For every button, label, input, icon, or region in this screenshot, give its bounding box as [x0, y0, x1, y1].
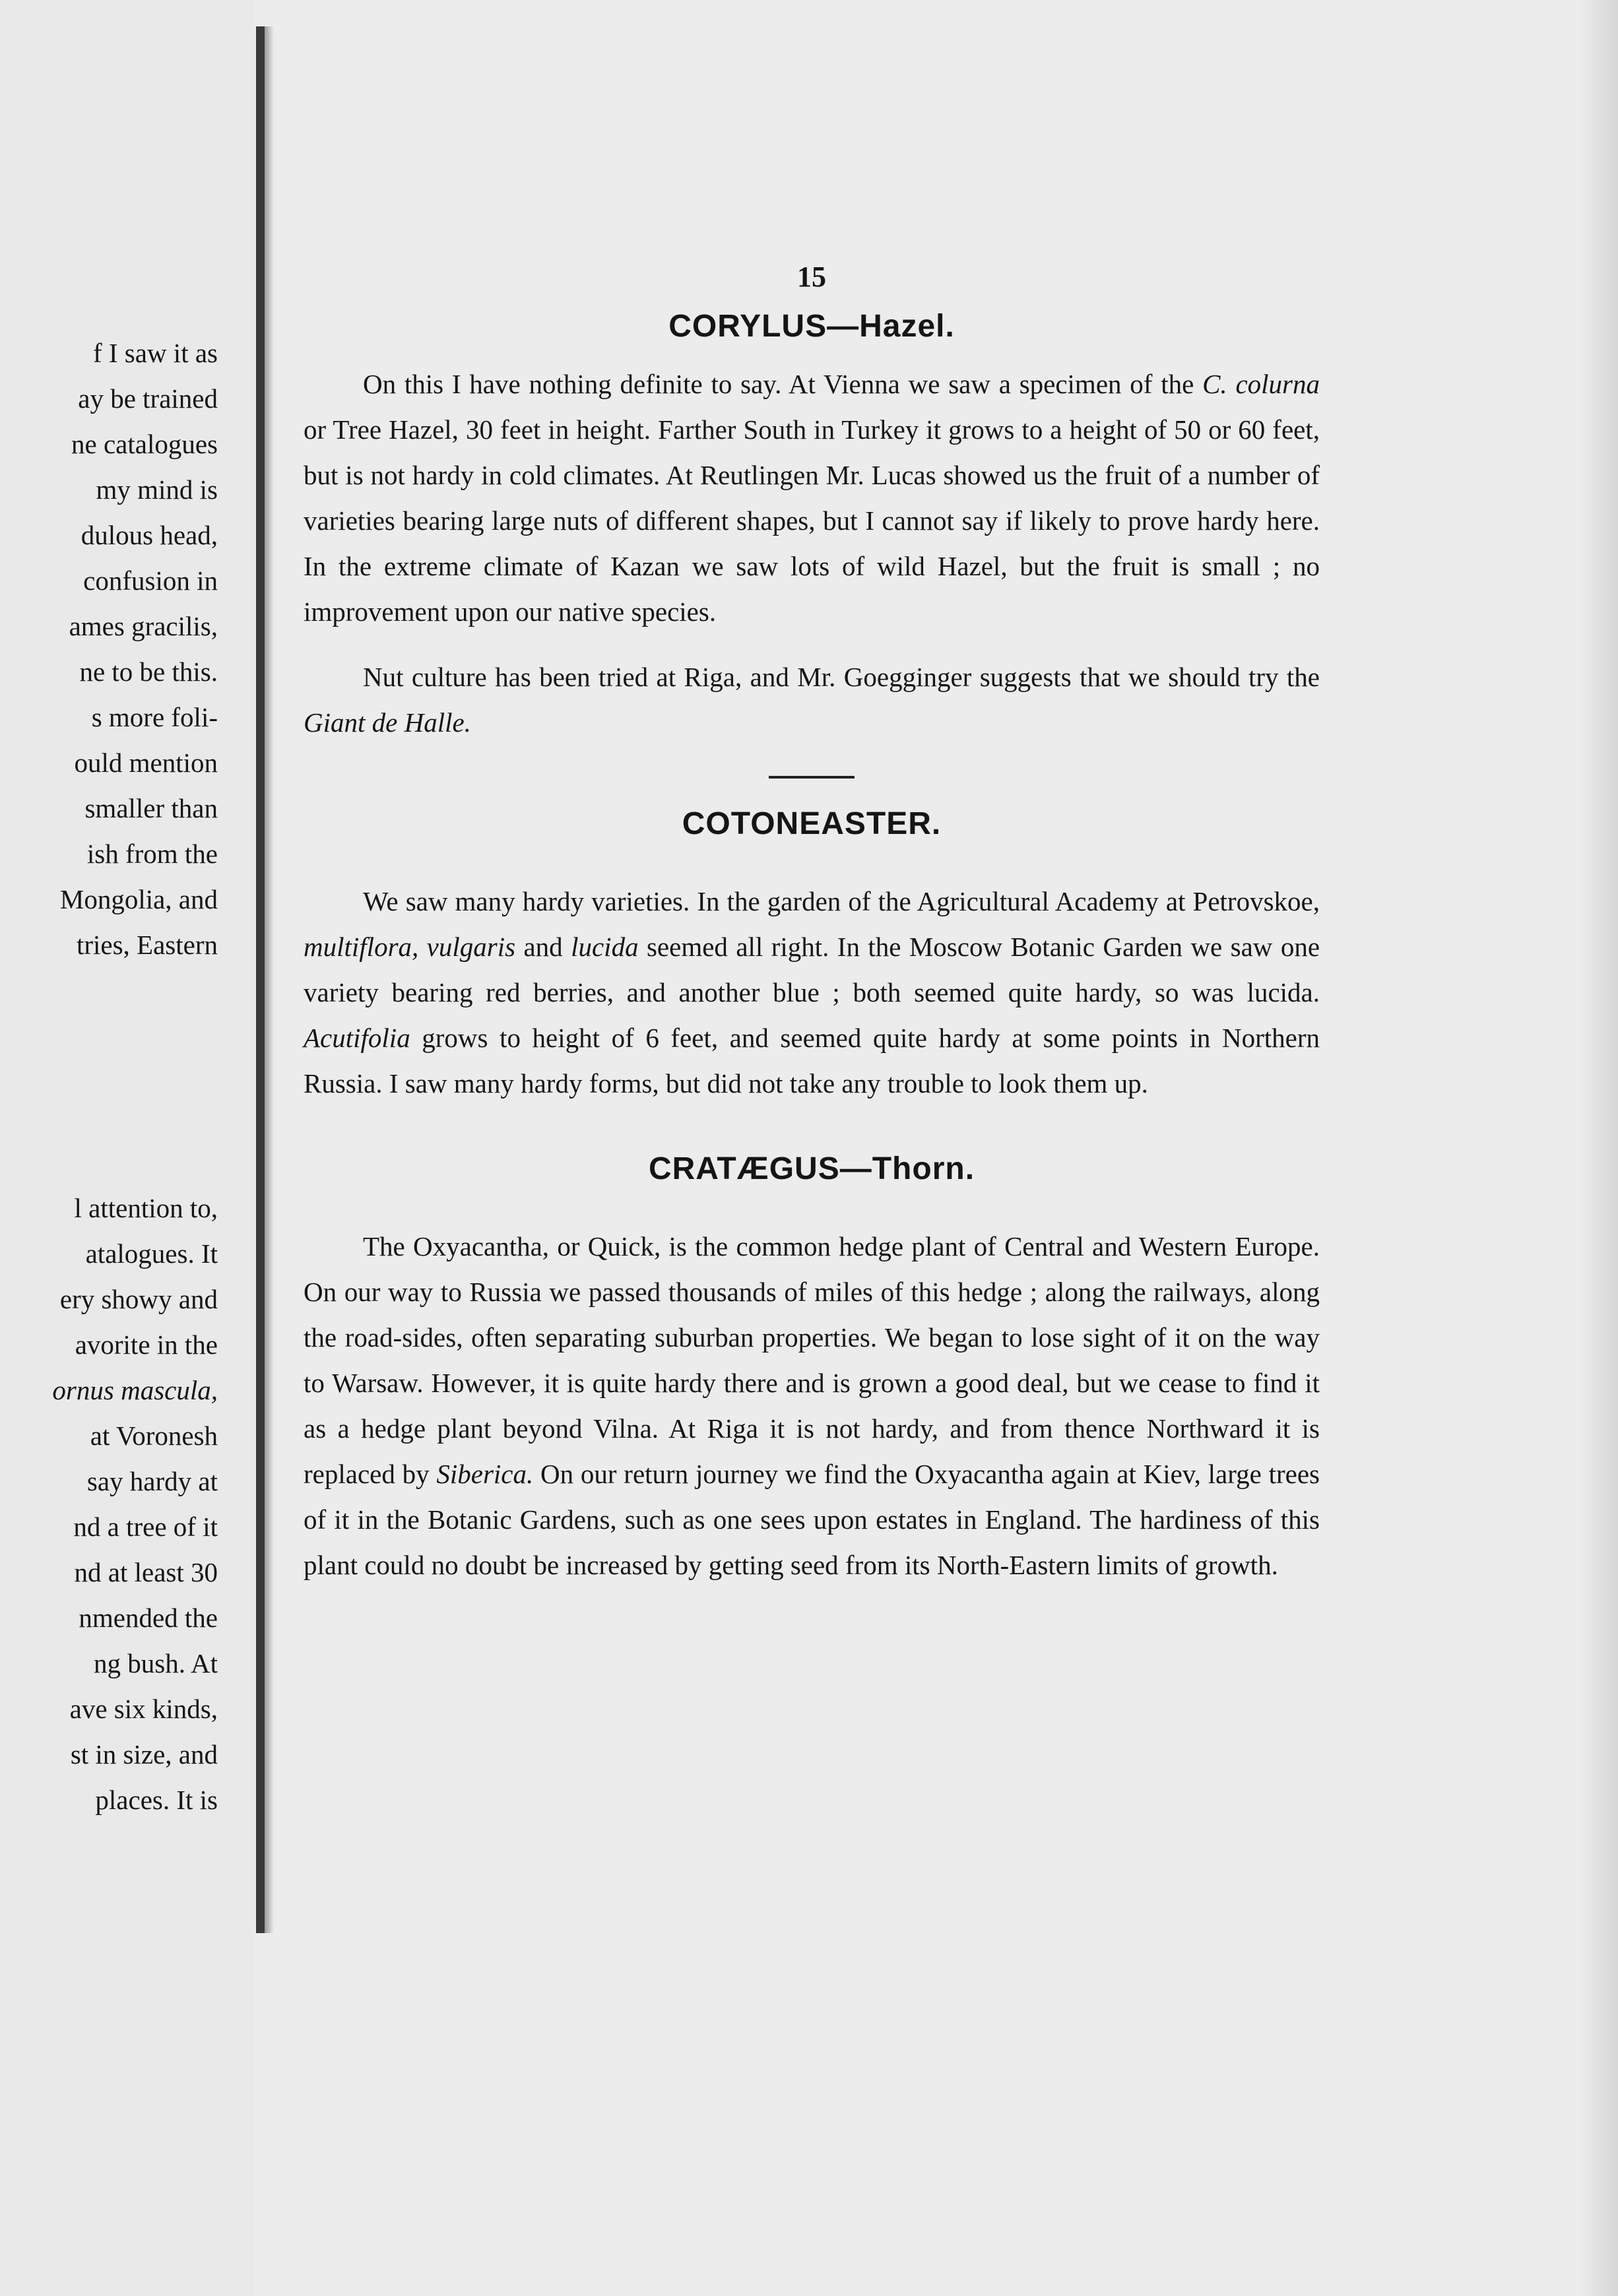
page-gutter-line	[256, 26, 265, 1933]
left-page-line: dulous head,	[81, 520, 218, 550]
left-page-line: ne to be this.	[79, 656, 218, 687]
left-page-line: f I saw it as	[92, 338, 218, 368]
heading-corylus: CORYLUS—Hazel.	[668, 309, 955, 344]
left-page-line: say hardy at	[86, 1466, 218, 1496]
gutter-shadow	[265, 26, 274, 1933]
left-page-line: smaller than	[84, 793, 218, 823]
main-page	[304, 257, 1320, 1588]
heading-cotoneaster: COTONEASTER.	[682, 806, 942, 841]
left-page-line: nd at least 30	[74, 1557, 218, 1587]
italic-acutifolia: Acutifolia	[304, 1023, 410, 1053]
italic-lucida: lucida	[571, 932, 639, 962]
left-page-line: ay be trained	[78, 383, 218, 414]
italic-c-colurna: C. colurna	[1202, 369, 1320, 399]
left-page-line: ng bush. At	[94, 1648, 218, 1678]
left-page-line: at Voronesh	[90, 1420, 218, 1451]
left-page-line: st in size, and	[70, 1739, 218, 1770]
paragraph-crataegus-1: The Oxyacantha, or Quick, is the common hedge plant of Central and Western Europe. On our way to Russia we passed thousands of miles of this hedge ; along the railways, along the road-sides, often separating suburban properties. We began to lose sight of it on the way to Warsaw. However, it is quite hardy there and is grown a good deal, but we cease to find it as a hedge plant beyond Vilna. At Riga it is not hardy, and from thence Northward it is replaced by Siberica. On our return journey we find the Oxyacantha again at Kiev, large trees of it in the Botanic Gardens, such as one sees upon estates in England. The hardiness of this plant could no doubt be increased by getting seed from its North-Eastern limits of growth.	[304, 1231, 1320, 1580]
left-page-line: avorite in the	[75, 1329, 218, 1360]
left-page-line: ould mention	[74, 748, 218, 778]
left-page-fragment	[0, 0, 254, 2296]
left-page-line: atalogues. It	[85, 1238, 218, 1269]
left-page-line: ery showy and	[59, 1284, 218, 1314]
left-page-line: confusion in	[83, 565, 218, 596]
paragraph-corylus-1: On this I have nothing definite to say. At Vienna we saw a specimen of the C. colurna or Tree Hazel, 30 feet in height. Farther South in Turkey it grows to a height of 50 or 60 feet, but is not hardy in cold climates. At Reutlingen Mr. Lucas showed us the fruit of a number of varieties bearing large nuts of different shapes, but I cannot say if likely to prove hardy here. In the extreme climate of Kazan we saw lots of wild Hazel, but the fruit is small ; no improvement upon our native species.	[304, 369, 1320, 627]
right-page-edge	[1578, 0, 1618, 2296]
italic-multiflora-vulgaris: multiflora, vulgaris	[304, 932, 516, 962]
page-number: 15	[797, 261, 826, 293]
italic-giant-de-halle: Giant de Halle.	[304, 707, 471, 738]
left-page-line: places. It is	[95, 1785, 218, 1815]
paragraph-cotoneaster-1: We saw many hardy varieties. In the garden of the Agricultural Academy at Petrovskoe, multiflora, vulgaris and lucida seemed all right. In the Moscow Botanic Garden we saw one variety bearing red berries, and another blue ; both seemed quite hardy, so was lucida. Acutifolia grows to height of 6 feet, and seemed quite hardy at some points in Northern Russia. I saw many hardy forms, but did not take any trouble to look them up.	[304, 886, 1320, 1099]
left-page-line: l attention to,	[74, 1193, 218, 1223]
left-page-line: my mind is	[96, 474, 218, 505]
left-page-line: nmended the	[79, 1603, 218, 1633]
left-page-line: tries, Eastern	[76, 930, 218, 960]
left-page-line: nd a tree of it	[73, 1512, 218, 1542]
left-page-line: ornus mascula,	[52, 1375, 218, 1405]
italic-siberica: Siberica.	[436, 1459, 534, 1489]
left-page-line: ish from the	[86, 839, 218, 869]
left-page-line: s more foli-	[91, 702, 218, 732]
paragraph-corylus-2: Nut culture has been tried at Riga, and Mr. Goegginger suggests that we should try the Giant de Halle.	[304, 662, 1320, 738]
left-page-line: ne catalogues	[71, 429, 218, 459]
heading-crataegus: CRATÆGUS—Thorn.	[648, 1151, 975, 1186]
section-divider	[769, 776, 855, 779]
left-page-line: ames gracilis,	[69, 611, 218, 641]
left-page-line: Mongolia, and	[59, 884, 218, 914]
left-page-line: ave six kinds,	[69, 1694, 218, 1724]
